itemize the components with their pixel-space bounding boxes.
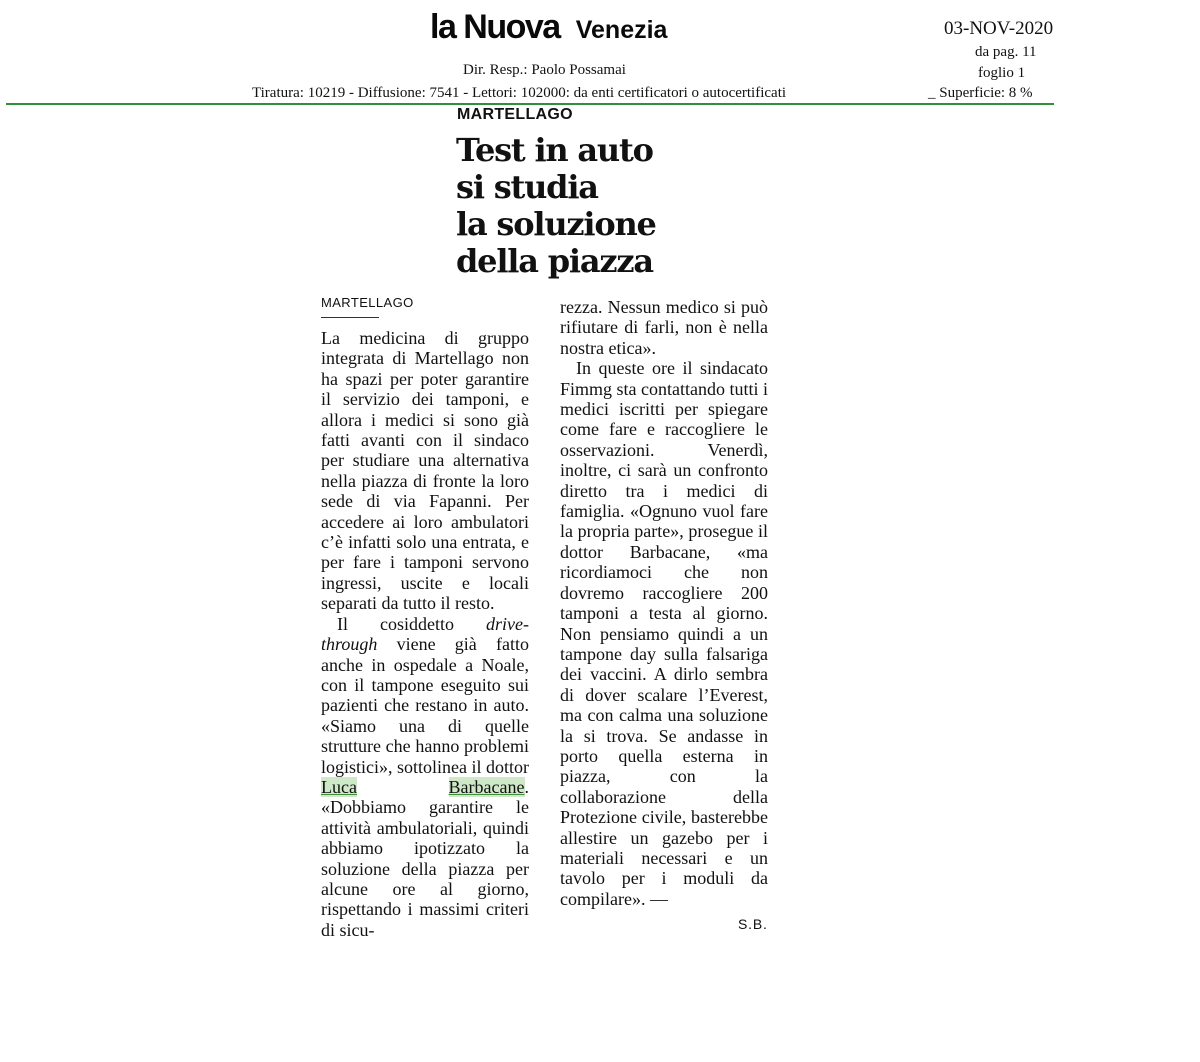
- article-headline: [456, 132, 776, 280]
- headline-line: la soluzione: [456, 205, 656, 243]
- header-divider: [6, 103, 1054, 105]
- page-reference: da pag. 11: [975, 44, 1037, 60]
- highlighted-last-name: Barbacane: [448, 776, 525, 797]
- article-kicker: MARTELLAGO: [457, 106, 573, 123]
- paragraph: In queste ore il sindacato Fimmg sta contattando tutti i medici iscritti per spiegare come fare e raccogliere le osservazioni. Venerdì, inoltre, ci sarà un confronto diretto tra i medici di famiglia. «Ognuno vuol fare la propria parte», prosegue il dottor Barbacane, «ma ricordiamoci che non dovremo raccogliere 200 tamponi a testa al giorno. Non pensiamo quindi a un tampone day sulla falsariga dei vaccini. A dirlo sembra di dover scalare l’Everest, ma con calma una soluzione la si trova. Se andasse in porto quella esterna in piazza, con la collaborazione della Protezione civile, basterebbe allestire un gazebo per i materiali necessari e un tavolo per i moduli da compilare». —: [560, 358, 768, 909]
- headline-line: si studia: [456, 168, 598, 206]
- headline-line: Test in auto: [456, 131, 653, 169]
- article-column-right: [560, 297, 768, 909]
- dateline-place: MARTELLAGO: [321, 295, 414, 310]
- newspaper-name: la Nuova: [430, 8, 560, 46]
- editor-in-chief: Dir. Resp.: Paolo Possamai: [463, 62, 626, 78]
- paragraph: La medicina di gruppo integrata di Martellago non ha spazi per poter garantire il servizio dei tamponi, e allora i medici si sono già fatti avanti con il sindaco per studiare una alternativa nella piazza di fronte la loro sede di via Fapanni. Per accedere ai loro ambulatori c’è infatti solo una entrata, e per fare i tamponi servono ingressi, uscite e locali separati da tutto il resto.: [321, 328, 529, 614]
- paragraph: rezza. Nessun medico si può rifiutare di farli, non è nella nostra etica».: [560, 297, 768, 358]
- article-column-left: [321, 328, 529, 940]
- text-run: . «Dobbiamo garantire le attività ambulatoriali, quindi abbiamo ipotizzato la soluzione della piazza per alcune ore al giorno, rispettando i massimi criteri di sicu-: [321, 776, 529, 940]
- italic-term: drive-through: [321, 613, 529, 655]
- headline-line: della piazza: [456, 242, 653, 280]
- highlighted-first-name: Luca: [321, 776, 357, 797]
- text-run: viene già fatto anche in ospedale a Noale, con il tampone eseguito sui pazienti che restano in auto. «Siamo una di quelle strutture che hanno problemi logistici», sottolinea il dottor: [321, 634, 529, 777]
- text-run: Il cosiddetto: [337, 613, 487, 634]
- masthead: [430, 8, 667, 47]
- publication-date: 03-NOV-2020: [944, 18, 1054, 39]
- author-initials: S.B.: [738, 916, 768, 932]
- circulation-stats: Tiratura: 10219 - Diffusione: 7541 - Lettori: 102000: da enti certificatori o autocertificati: [252, 85, 787, 101]
- dateline-rule: [321, 317, 379, 318]
- newspaper-edition: Venezia: [575, 16, 668, 44]
- surface-percentage: _ Superficie: 8 %: [928, 85, 1033, 101]
- paragraph: [321, 614, 529, 941]
- sheet-number: foglio 1: [978, 65, 1026, 81]
